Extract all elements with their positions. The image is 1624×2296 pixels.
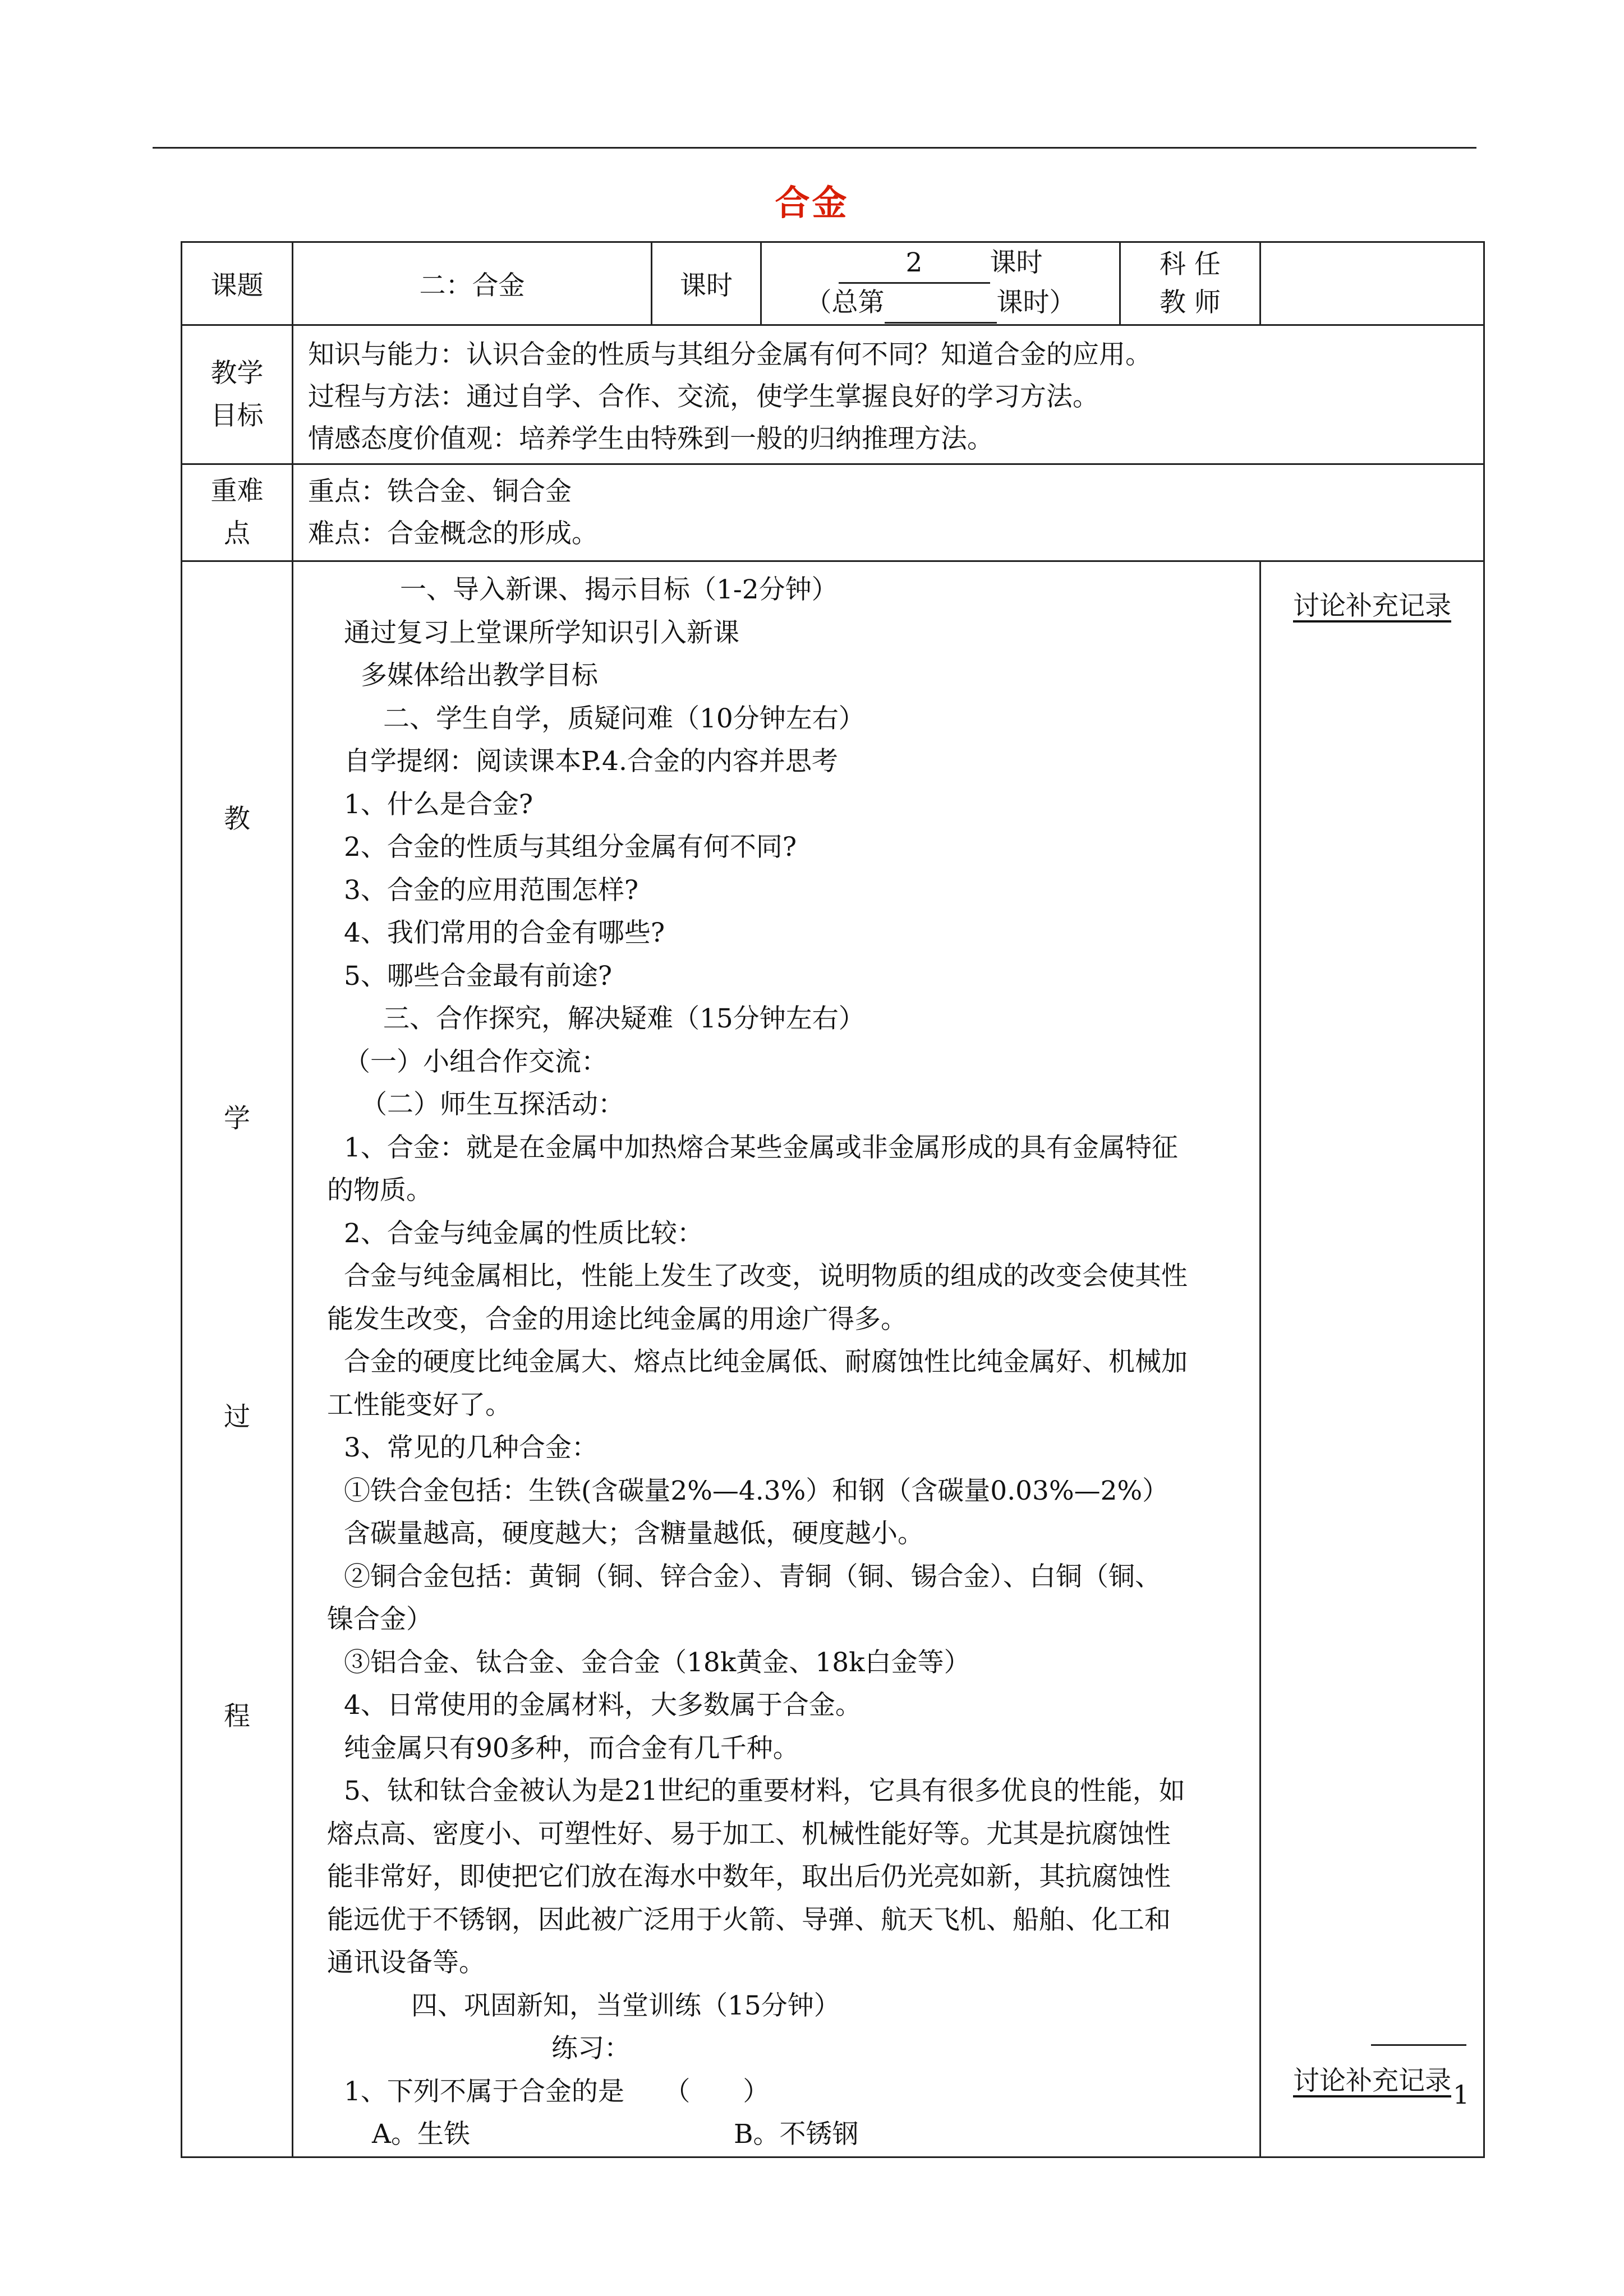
process-line: 三、合作探究，解决疑难（15分钟左右）: [383, 1003, 865, 1034]
process-line: 工性能变好了。: [327, 1389, 512, 1421]
process-line: 3、合金的应用范围怎样?: [344, 874, 639, 906]
process-line: （一）小组合作交流：: [344, 1046, 608, 1077]
process-line: 多媒体给出教学目标: [361, 660, 598, 691]
process-line: ②铜合金包括：黄铜（铜、锌合金）、青铜（铜、锡合金）、白铜（铜、: [344, 1561, 1161, 1592]
process-line: 自学提纲：阅读课本P.4.合金的内容并思考: [344, 746, 838, 777]
lesson-plan-table: [181, 241, 1485, 2158]
process-label-char: 学: [224, 1103, 250, 1135]
notes-column: [1260, 561, 1484, 2157]
process-content: [293, 561, 1260, 2157]
teacher-value: [1260, 242, 1484, 325]
objectives-content: [293, 325, 1484, 464]
process-line: 纯金属只有90多种，而合金有几千种。: [344, 1732, 799, 1764]
process-line: 镍合金）: [327, 1604, 433, 1635]
teacher-label: [1120, 242, 1260, 325]
key-points-label-line1: 重难: [210, 476, 264, 506]
hours-unit: 课时: [990, 247, 1043, 278]
process-line: 能非常好，即使把它们放在海水中数年，取出后仍光亮如新，其抗腐蚀性: [327, 1861, 1171, 1892]
process-line: 4、日常使用的金属材料，大多数属于合金。: [344, 1690, 862, 1721]
header-rule: [153, 147, 1476, 149]
process-line: 3、常见的几种合金：: [344, 1432, 598, 1463]
process-line: ③铝合金、钛合金、金合金（18k黄金、18k白金等）: [344, 1647, 970, 1678]
total-prefix: （总第: [805, 287, 885, 318]
process-label-char: 教: [224, 804, 250, 835]
key-points-label: [182, 464, 293, 561]
hours-label: 课时: [652, 242, 761, 325]
topic-value: 二：合金: [293, 242, 652, 325]
key-points-row: [182, 464, 1484, 561]
process-row: [182, 561, 1484, 2157]
teacher-label-line1: 科 任: [1160, 248, 1221, 280]
process-label-char: 过: [224, 1401, 250, 1433]
process-line: 5、钛和钛合金被认为是21世纪的重要材料，它具有很多优良的性能，如: [344, 1776, 1185, 1806]
total-blank: [885, 284, 997, 324]
document-title: 合金: [775, 182, 849, 223]
process-line: 1、什么是合金?: [344, 789, 533, 820]
key-point-line: 重点：铁合金、铜合金: [308, 476, 572, 507]
objectives-label: [182, 325, 293, 464]
process-line: 通过复习上堂课所学知识引入新课: [344, 617, 739, 648]
key-points-label-line2: 点: [224, 518, 250, 549]
key-point-line: 难点：合金概念的形成。: [308, 518, 598, 549]
process-line: 合金与纯金属相比，性能上发生了改变，说明物质的组成的改变会使其性: [344, 1261, 1188, 1292]
process-line: 能发生改变，合金的用途比纯金属的用途广得多。: [327, 1303, 907, 1335]
objective-line: 过程与方法：通过自学、合作、交流，使学生掌握良好的学习方法。: [308, 381, 1099, 412]
teacher-label-line2: 教 师: [1160, 287, 1221, 318]
process-line: 四、巩固新知，当堂训练（15分钟）: [411, 1990, 840, 2021]
discussion-note-bottom: 讨论补充记录: [1293, 2066, 1451, 2097]
header-row: [182, 242, 1484, 325]
hours-number: 2: [839, 244, 990, 284]
note-rule: [1371, 2044, 1466, 2046]
process-line: 2、合金的性质与其组分金属有何不同?: [344, 832, 797, 863]
objectives-row: [182, 325, 1484, 464]
process-line: 一、导入新课、揭示目标（1-2分钟）: [400, 574, 838, 605]
process-line: 二、学生自学，质疑问难（10分钟左右）: [383, 703, 865, 734]
objective-line: 知识与能力：认识合金的性质与其组分金属有何不同？知道合金的应用。: [308, 339, 1152, 370]
discussion-note-top: 讨论补充记录: [1293, 591, 1451, 622]
objective-line: 情感态度价值观：培养学生由特殊到一般的归纳推理方法。: [308, 423, 993, 454]
topic-label: 课题: [182, 242, 293, 325]
objectives-label-line2: 目标: [210, 400, 264, 431]
hours-cell: [761, 242, 1120, 325]
objectives-label-line1: 教学: [210, 357, 264, 389]
process-line: 2、合金与纯金属的性质比较：: [344, 1218, 703, 1249]
process-line: 4、我们常用的合金有哪些?: [344, 918, 665, 948]
process-line: 练习：: [551, 2033, 631, 2064]
process-line: 的物质。: [327, 1175, 433, 1206]
process-line: （二）师生互探活动：: [361, 1089, 624, 1120]
key-points-content: [293, 464, 1484, 561]
process-line: 1、下列不属于合金的是 （ ）: [344, 2076, 770, 2107]
process-line: 合金的硬度比纯金属大、熔点比纯金属低、耐腐蚀性比纯金属好、机械加: [344, 1347, 1188, 1377]
process-line: 能远优于不锈钢，因此被广泛用于火箭、导弹、航天飞机、船舶、化工和: [327, 1904, 1171, 1935]
process-lines: [293, 562, 1259, 2156]
process-line: ①铁合金包括：生铁(含碳量2%—4.3%）和钢（含碳量0.03%—2%）: [344, 1475, 1169, 1506]
process-line: 含碳量越高，硬度越大；含糖量越低，硬度越小。: [344, 1518, 924, 1549]
process-line: 1、合金：就是在金属中加热熔合某些金属或非金属形成的具有金属特征: [344, 1132, 1178, 1163]
process-label: [182, 561, 293, 2157]
process-line: 通讯设备等。: [327, 1947, 485, 1978]
page-number: 1: [1453, 2080, 1470, 2110]
total-suffix: 课时）: [996, 287, 1076, 318]
process-label-char: 程: [224, 1701, 250, 1732]
process-line: A。生铁 B。不锈钢: [372, 2119, 859, 2150]
process-line: 5、哪些合金最有前途?: [344, 960, 613, 992]
process-line: 熔点高、密度小、可塑性好、易于加工、机械性能好等。尤其是抗腐蚀性: [327, 1818, 1171, 1850]
